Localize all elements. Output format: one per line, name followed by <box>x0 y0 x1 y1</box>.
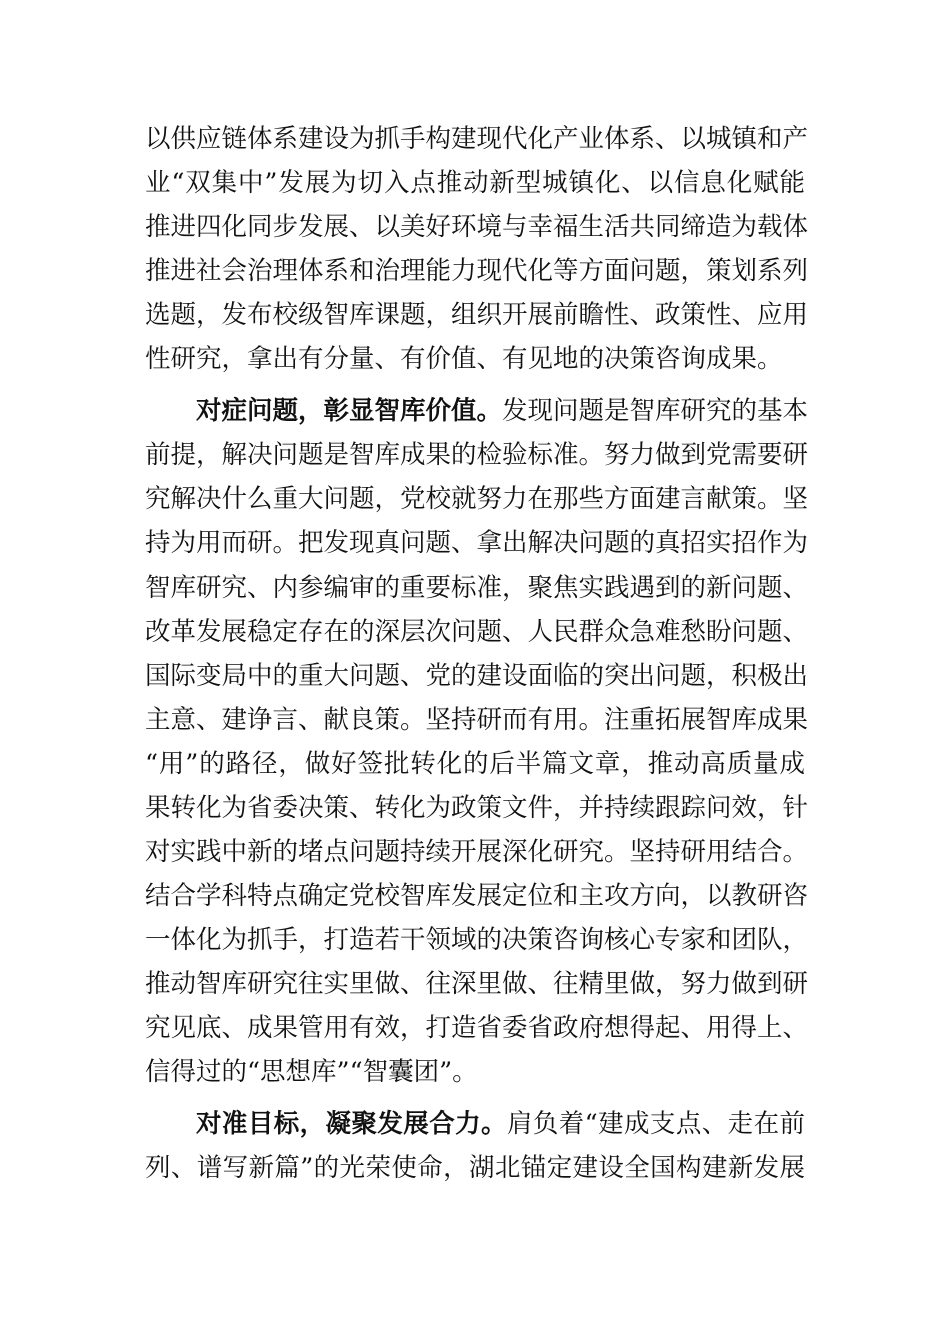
text-line: “用”的路径，做好签批转化的后半篇文章，推动高质量成 <box>145 749 805 779</box>
text-line: 列、谱写新篇”的光荣使命，湖北锚定建设全国构建新发展 <box>145 1153 805 1183</box>
text-line: 推动智库研究往实里做、往深里做、往精里做，努力做到研 <box>145 969 809 999</box>
text-line: 究解决什么重大问题，党校就努力在那些方面建言献策。坚 <box>145 484 809 514</box>
text-line: 持为用而研。把发现真问题、拿出解决问题的真招实招作为 <box>145 528 809 558</box>
paragraph-3-first-line <box>196 1102 805 1146</box>
text-line: 智库研究、内参编审的重要标准，聚焦实践遇到的新问题、 <box>145 573 809 603</box>
text-line: 改革发展稳定存在的深层次问题、人民群众急难愁盼问题、 <box>145 617 809 647</box>
text-line: 果转化为省委决策、转化为政策文件，并持续跟踪问效，针 <box>145 793 809 823</box>
text-line: 推进四化同步发展、以美好环境与幸福生活共同缔造为载体 <box>145 212 809 242</box>
text-line: 以供应链体系建设为抓手构建现代化产业体系、以城镇和产 <box>145 124 809 154</box>
text-line: 究见底、成果管用有效，打造省委省政府想得起、用得上、 <box>145 1013 809 1043</box>
text-line: 推进社会治理体系和治理能力现代化等方面问题，策划系列 <box>145 256 809 286</box>
text-line: 业“双集中”发展为切入点推动新型城镇化、以信息化赋能 <box>145 168 805 198</box>
text-line: 主意、建诤言、献良策。坚持研而有用。注重拓展智库成果 <box>145 705 809 735</box>
text-line: 选题，发布校级智库课题，组织开展前瞻性、政策性、应用 <box>145 300 809 330</box>
text-line: 对实践中新的堵点问题持续开展深化研究。坚持研用结合。 <box>145 837 809 867</box>
paragraph-2-heading: 对症问题，彰显智库价值。 <box>196 396 503 426</box>
paragraph-2-first-line <box>196 389 809 433</box>
text-line: 前提，解决问题是智库成果的检验标准。努力做到党需要研 <box>145 440 809 470</box>
text-line: 结合学科特点确定党校智库发展定位和主攻方向，以教研咨 <box>145 881 809 911</box>
paragraph-3-text: 肩负着“建成支点、走在前 <box>506 1109 805 1139</box>
text-line: 国际变局中的重大问题、党的建设面临的突出问题，积极出 <box>145 661 809 691</box>
text-line: 性研究，拿出有分量、有价值、有见地的决策咨询成果。 <box>145 344 783 374</box>
paragraph-2-text: 发现问题是智库研究的基本 <box>502 396 809 426</box>
text-line: 信得过的“思想库”“智囊团”。 <box>145 1057 478 1087</box>
text-line: 一体化为抓手，打造若干领域的决策咨询核心专家和团队， <box>145 925 809 955</box>
paragraph-3-heading: 对准目标，凝聚发展合力。 <box>196 1109 507 1139</box>
